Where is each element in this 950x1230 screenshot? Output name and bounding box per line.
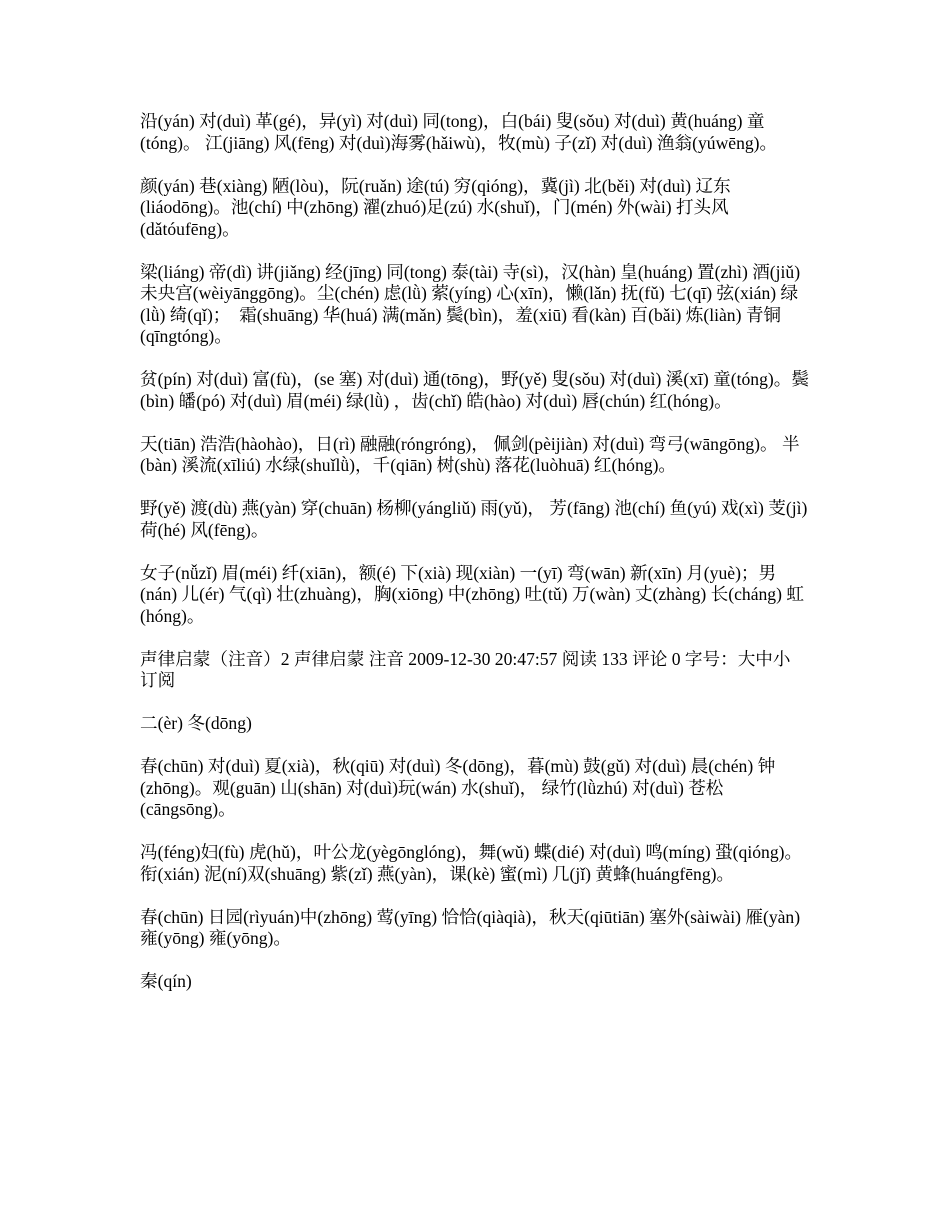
paragraph-4: 贫(pín) 对(duì) 富(fù)，(se 塞) 对(duì) 通(tōng)，野(yě) 叟(sǒu) 对(duì) 溪(xī) 童(tóng)。鬓(bìn) 皤(pó) 对(duì) 眉(méi) 绿(lǜ) ，齿(chǐ) 皓(hào) 对(duì) 唇(chún) 红(hóng)。 bbox=[140, 369, 809, 411]
paragraph-3: 梁(liáng) 帝(dì) 讲(jiǎng) 经(jīng) 同(tong) 泰(tài) 寺(sì)，汉(hàn) 皇(huáng) 置(zhì) 酒(jiǔ) 未央宫(wèiyānggōng)。尘(chén) 虑(lǜ) 萦(yíng) 心(xīn)，懒(lǎn) 抚(fǔ) 七(qī) 弦(xián) 绿(lǜ) 绮(qǐ)； 霜(shuāng) 华(huá) 满(mǎn) 鬓(bìn)，羞(xiū) 看(kàn) 百(bǎi) 炼(liàn) 青铜(qīngtóng)。 bbox=[140, 261, 805, 346]
paragraph-2: 颜(yán) 巷(xiàng) 陋(lòu)，阮(ruǎn) 途(tú) 穷(qióng)，冀(jì) 北(běi) 对(duì) 辽东(liáodōng)。池(chí) 中(zhōng) 濯(zhuó)足(zú) 水(shuǐ)，门(mén) 外(wài) 打头风(dǎtóufēng)。 bbox=[140, 175, 731, 239]
paragraph-1: 沿(yán) 对(duì) 革(gé)，异(yì) 对(duì) 同(tong)，白(bái) 叟(sǒu) 对(duì) 黄(huáng) 童(tóng)。 江(jiāng) 风(fēng) 对(duì)海雾(hǎiwù)，牧(mù) 子(zǐ) 对(duì) 渔翁(yúwēng)。 bbox=[140, 111, 778, 153]
paragraph-10: 春(chūn) 日园(rìyuán)中(zhōng) 莺(yīng) 恰恰(qiàqià)，秋天(qiūtiān) 塞外(sàiwài) 雁(yàn) 雍(yōng) 雍(yōng)。 bbox=[140, 906, 805, 948]
paragraph-5: 天(tiān) 浩浩(hàohào)，日(rì) 融融(róngróng)， 佩剑(pèijiàn) 对(duì) 弯弓(wāngōng)。 半(bàn) 溪流(xīliú) 水绿(shuǐlǜ)，千(qiān) 树(shù) 落花(luòhuā) 红(hóng)。 bbox=[140, 433, 800, 475]
paragraph-11: 秦(qín) bbox=[140, 971, 192, 991]
section-heading: 二(èr) 冬(dōng) bbox=[140, 713, 252, 733]
article-header-line: 声律启蒙（注音）2 声律启蒙 注音 2009-12-30 20:47:57 阅读 133 评论 0 字号：大中小 订阅 bbox=[140, 648, 795, 690]
paragraph-7: 女子(nǚzǐ) 眉(méi) 纤(xiān)，额(é) 下(xià) 现(xiàn) 一(yī) 弯(wān) 新(xīn) 月(yuè)；男(nán) 儿(ér) 气(qì) 壮(zhuàng)，胸(xiōng) 中(zhōng) 吐(tǔ) 万(wàn) 丈(zhàng) 长(cháng) 虹(hóng)。 bbox=[140, 562, 804, 626]
document-body bbox=[140, 111, 812, 1014]
paragraph-9: 冯(féng)妇(fù) 虎(hǔ)，叶公龙(yègōnglóng)，舞(wǔ) 蝶(dié) 对(duì) 鸣(míng) 蛩(qióng)。衔(xián) 泥(ní)双(shuāng) 紫(zǐ) 燕(yàn)，课(kè) 蜜(mì) 几(jǐ) 黄蜂(huángfēng)。 bbox=[140, 842, 803, 884]
paragraph-8: 春(chūn) 对(duì) 夏(xià)，秋(qiū) 对(duì) 冬(dōng)，暮(mù) 鼓(gǔ) 对(duì) 晨(chén) 钟(zhōng)。观(guān) 山(shān) 对(duì)玩(wán) 水(shuǐ)， 绿竹(lǜzhú) 对(duì) 苍松(cāngsōng)。 bbox=[140, 756, 776, 819]
paragraph-6: 野(yě) 渡(dù) 燕(yàn) 穿(chuān) 杨柳(yángliǔ) 雨(yǔ)， 芳(fāng) 池(chí) 鱼(yú) 戏(xì) 芰(jì) 荷(hé) 风(fēng)。 bbox=[140, 498, 812, 540]
